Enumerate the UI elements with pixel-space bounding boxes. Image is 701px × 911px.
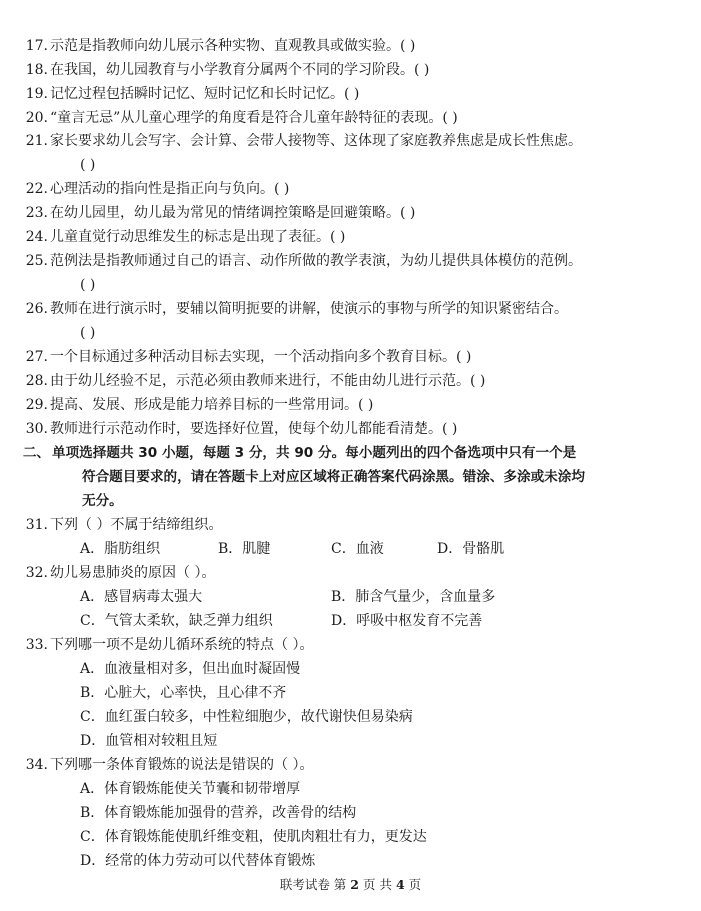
option-b: B．体育锻炼能加强骨的营养，改善骨的结构	[80, 805, 357, 821]
option-c: C．血液	[331, 541, 384, 557]
question-text: 示范是指教师向幼儿展示各种实物、直观教具或做实验。( )	[50, 38, 416, 54]
question-text: 记忆过程包括瞬时记忆、短时记忆和长时记忆。( )	[50, 86, 360, 102]
question-number: 30.	[25, 421, 48, 437]
question-number: 17.	[25, 38, 48, 54]
footer-total-pages: 4	[395, 877, 405, 892]
question-number: 25.	[25, 253, 48, 269]
question-32-options-row-2	[0, 611, 701, 631]
page-footer	[0, 875, 701, 893]
option-c: C．血红蛋白较多，中性粒细胞少，故代谢快但易染病	[80, 709, 413, 725]
question-text: 家长要求幼儿会写字、会计算、会带人接物等、这体现了家庭教养焦虑是成长性焦虑。	[50, 133, 582, 149]
question-stem: 下列哪一条体育锻炼的说法是错误的（ ）。	[50, 757, 314, 773]
question-text: 由于幼儿经验不足，示范必须由教师来进行，不能由幼儿进行示范。( )	[50, 373, 486, 389]
option-b: B．肺含气量少，含血量多	[331, 589, 496, 605]
question-number: 24.	[25, 229, 48, 245]
answer-bracket: ( )	[80, 325, 96, 341]
question-stem: 下列哪一项不是幼儿循环系统的特点（ ）。	[50, 637, 314, 653]
footer-page-number: 2	[350, 877, 359, 892]
option-b: B．心脏大，心率快，且心律不齐	[80, 685, 287, 701]
answer-bracket: ( )	[80, 157, 96, 173]
option-a: A．脂肪组织	[80, 541, 161, 557]
footer-mid: 页 共	[362, 877, 392, 892]
option-c: C．气管太柔软，缺乏弹力组织	[80, 613, 273, 629]
option-c: C．体育锻炼能使肌纤维变粗，使肌肉粗壮有力，更发达	[80, 829, 427, 845]
option-a: A．感冒病毒太强大	[80, 589, 203, 605]
question-text: 在我国，幼儿园教育与小学教育分属两个不同的学习阶段。( )	[50, 62, 430, 78]
question-32-options-row-1	[0, 587, 701, 607]
question-number: 32.	[25, 565, 48, 581]
question-text: 心理活动的指向性是指正向与负向。( )	[50, 181, 290, 197]
option-d: D．呼吸中枢发育不完善	[331, 613, 483, 629]
question-number: 22.	[25, 181, 48, 197]
footer-suffix: 页	[408, 877, 422, 892]
question-text: 一个目标通过多种活动目标去实现，一个活动指向多个教育目标。( )	[50, 349, 472, 365]
question-number: 31.	[25, 517, 48, 533]
question-number: 34.	[25, 757, 48, 773]
question-text: 范例法是指教师通过自己的语言、动作所做的教学表演，为幼儿提供具体模仿的范例。	[50, 253, 582, 269]
question-number: 21.	[25, 133, 48, 149]
question-text: 教师在进行演示时，要辅以简明扼要的讲解，使演示的事物与所学的知识紧密结合。	[50, 301, 568, 317]
question-number: 33.	[25, 637, 48, 653]
question-31-options	[0, 539, 701, 559]
question-number: 19.	[25, 86, 48, 102]
question-stem: 幼儿易患肺炎的原因（ ）。	[50, 565, 216, 581]
section-instructions-line-3: 无分。	[82, 493, 123, 509]
question-stem: 下列（ ）不属于结缔组织。	[50, 517, 223, 533]
question-number: 27.	[25, 349, 48, 365]
question-text: 儿童直觉行动思维发生的标志是出现了表征。( )	[50, 229, 346, 245]
question-number: 28.	[25, 373, 48, 389]
question-number: 20.	[25, 110, 48, 126]
option-a: A．体育锻炼能使关节囊和韧带增厚	[80, 781, 301, 797]
option-d: D．骨骼肌	[437, 541, 505, 557]
question-number: 26.	[25, 301, 48, 317]
question-text: 教师进行示范动作时，要选择好位置，使每个幼儿都能看清楚。( )	[50, 421, 458, 437]
footer-prefix: 联考试卷 第	[279, 877, 347, 892]
question-text: 在幼儿园里，幼儿最为常见的情绪调控策略是回避策略。( )	[50, 205, 416, 221]
question-text: “童言无忌”从儿童心理学的角度看是符合儿童年龄特征的表现。( )	[50, 110, 458, 126]
question-number: 29.	[25, 397, 48, 413]
question-text: 提高、发展、形成是能力培养目标的一些常用词。( )	[50, 397, 374, 413]
option-d: D．经常的体力劳动可以代替体育锻炼	[80, 853, 316, 869]
option-a: A．血液量相对多，但出血时凝固慢	[80, 661, 301, 677]
option-d: D．血管相对较粗且短	[80, 733, 218, 749]
section-number: 二、	[22, 445, 50, 461]
question-number: 23.	[25, 205, 48, 221]
answer-bracket: ( )	[80, 277, 96, 293]
question-number: 18.	[25, 62, 48, 78]
option-b: B．肌腱	[218, 541, 271, 557]
section-instructions-line-1: 单项选择题共 30 小题，每题 3 分，共 90 分。每小题列出的四个备选项中只有一个是	[52, 445, 577, 461]
section-instructions-line-2: 符合题目要求的，请在答题卡上对应区域将正确答案代码涂黑。错涂、多涂或未涂均	[82, 469, 585, 485]
